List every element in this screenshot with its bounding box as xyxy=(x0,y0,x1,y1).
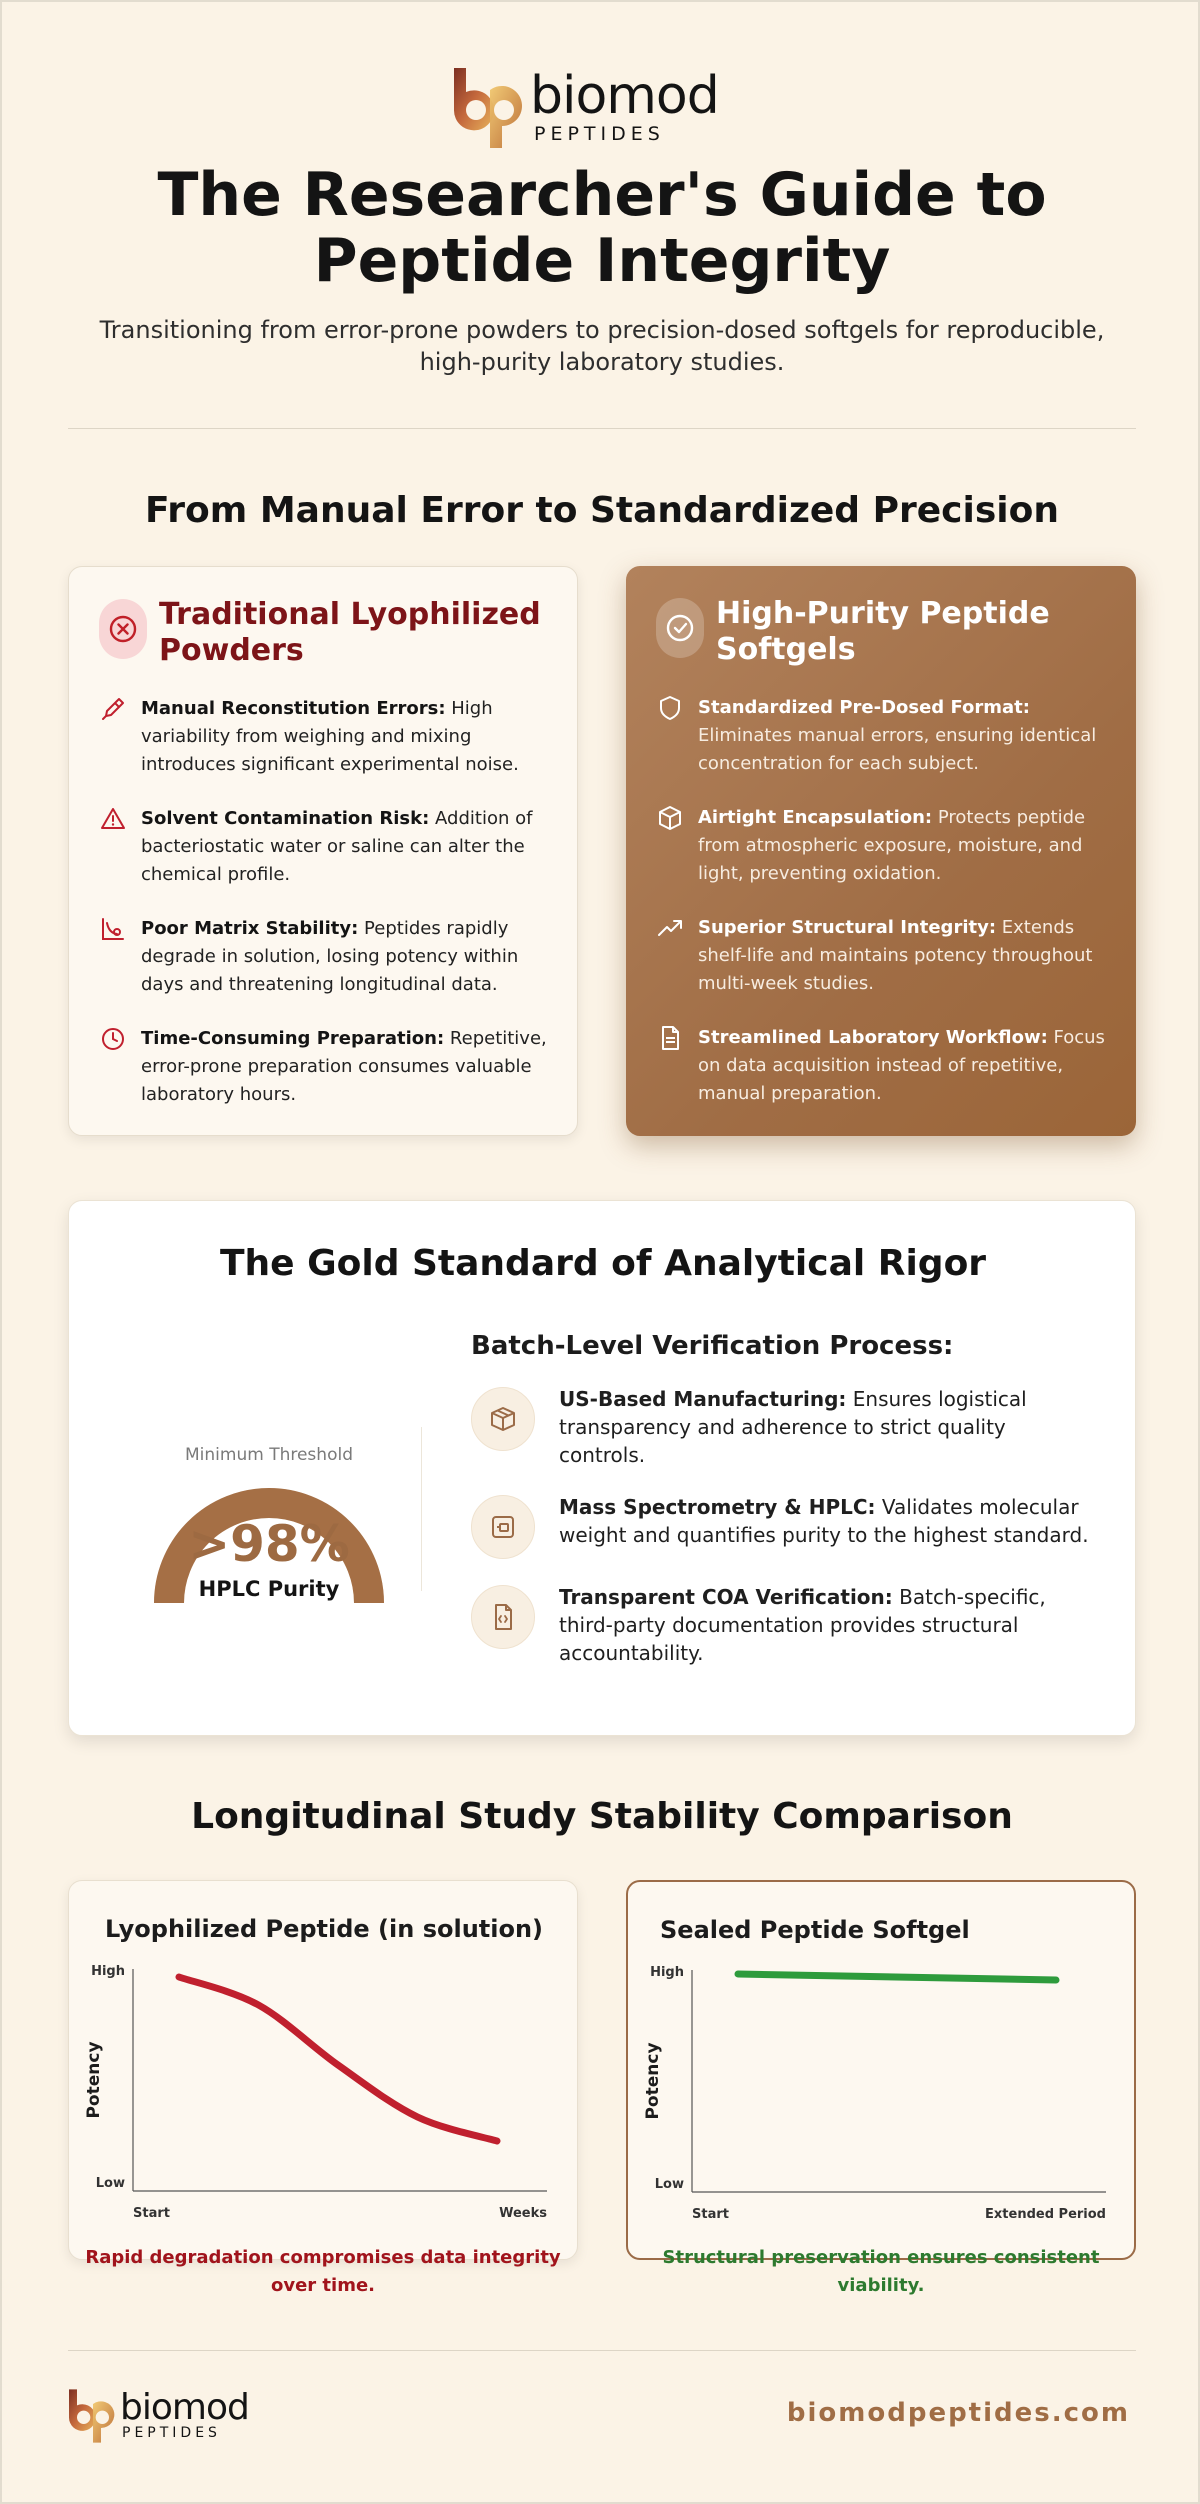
item-text: Addition of bacteriostatic water or saline can alter the chemical profile. xyxy=(141,808,533,885)
softgel-chart-caption: Structural preservation ensures consistent viability. xyxy=(662,2247,1100,2296)
package-icon xyxy=(471,1387,535,1451)
list-item xyxy=(656,804,1106,888)
traditional-list xyxy=(99,695,549,1135)
pipette-icon xyxy=(99,695,127,723)
list-item xyxy=(656,694,1106,778)
clock-icon xyxy=(99,1025,127,1053)
x-tick-label: Start xyxy=(692,2207,729,2222)
item-label: Airtight Encapsulation: xyxy=(698,807,933,828)
chart-title: Lyophilized Peptide (in solution) xyxy=(104,1915,544,1943)
softgel-chart xyxy=(628,1882,1138,2262)
item-text: Repetitive, error-prone preparation consumes valuable laboratory hours. xyxy=(141,1028,547,1105)
brand-logo[interactable] xyxy=(450,66,719,150)
brand-word: biomod xyxy=(530,66,719,126)
list-item xyxy=(99,805,549,889)
gauge-value: >98% xyxy=(188,1515,350,1573)
softgel-card xyxy=(626,566,1136,1136)
item-label: Poor Matrix Stability: xyxy=(141,918,359,939)
verification-list xyxy=(471,1385,1091,1691)
series-line xyxy=(179,1977,497,2141)
brand-sub: PEPTIDES xyxy=(534,123,665,145)
document-icon xyxy=(656,1024,684,1052)
item-text: Eliminates manual errors, ensuring identical concentration for each subject. xyxy=(698,725,1097,774)
series-line xyxy=(738,1974,1056,1980)
item-label: Superior Structural Integrity: xyxy=(698,917,997,938)
item-text: Peptides rapidly degrade in solution, losing potency within days and threatening longitudinal data. xyxy=(141,918,519,995)
item-label: Manual Reconstitution Errors: xyxy=(141,698,446,719)
bp-logo-mark-icon xyxy=(450,66,530,150)
item-text: Protects peptide from atmospheric exposure, moisture, and light, preventing oxidation. xyxy=(698,807,1086,884)
item-text: Ensures logistical transparency and adherence to strict quality controls. xyxy=(559,1387,1027,1467)
x-tick-label: Weeks xyxy=(499,2206,547,2221)
item-text: High variability from weighing and mixing introduces significant experimental noise. xyxy=(141,698,519,775)
gold-standard-card xyxy=(68,1200,1136,1736)
comparison-section-title: From Manual Error to Standardized Precision xyxy=(145,490,1059,531)
x-circle-icon xyxy=(99,599,147,659)
y-tick-label: Low xyxy=(95,2176,125,2191)
gold-standard-title: The Gold Standard of Analytical Rigor xyxy=(219,1243,987,1284)
y-axis-label: Potency xyxy=(84,2041,104,2119)
lyophilized-chart-caption: Rapid degradation compromises data integrity over time. xyxy=(85,2247,561,2296)
lyophilized-chart xyxy=(69,1881,579,2261)
list-item xyxy=(656,1024,1106,1108)
page-title-line-1: The Researcher's Guide to xyxy=(157,160,1047,230)
list-item xyxy=(471,1385,1091,1469)
y-axis-label: Potency xyxy=(643,2042,663,2120)
header-divider xyxy=(68,428,1136,429)
stability-section-title: Longitudinal Study Stability Comparison xyxy=(191,1796,1013,1837)
list-item xyxy=(471,1583,1091,1667)
list-item xyxy=(99,695,549,779)
item-text: Validates molecular weight and quantifies purity to the highest standard. xyxy=(559,1495,1089,1547)
y-tick-label: High xyxy=(650,1965,684,1980)
chart-title: Sealed Peptide Softgel xyxy=(660,1916,970,1944)
item-text: Batch-specific, third-party documentation provides structural accountability. xyxy=(559,1585,1046,1665)
list-item xyxy=(471,1493,1091,1559)
item-label: Transparent COA Verification: xyxy=(559,1585,893,1609)
traditional-card xyxy=(68,566,578,1136)
list-item xyxy=(99,1025,549,1109)
item-text: Extends shelf-life and maintains potency throughout multi-week studies. xyxy=(698,917,1093,994)
trend-up-icon xyxy=(656,914,684,942)
gold-divider xyxy=(421,1427,422,1591)
item-label: Mass Spectrometry & HPLC: xyxy=(559,1495,876,1519)
softgel-chart-card xyxy=(626,1880,1136,2260)
item-label: Solvent Contamination Risk: xyxy=(141,808,430,829)
page-title-line-2: Peptide Integrity xyxy=(313,226,891,296)
item-label: Streamlined Laboratory Workflow: xyxy=(698,1027,1048,1048)
page-subtitle: Transitioning from error-prone powders to precision-dosed softgels for reproducible, high-purity laboratory studies. xyxy=(99,316,1105,376)
footer-logo[interactable] xyxy=(66,2388,249,2444)
verification-title: Batch-Level Verification Process: xyxy=(471,1331,954,1361)
check-circle-icon xyxy=(656,598,704,658)
item-label: Time-Consuming Preparation: xyxy=(141,1028,445,1049)
item-label: US-Based Manufacturing: xyxy=(559,1387,847,1411)
brand-word: biomod xyxy=(120,2387,249,2428)
code-file-icon xyxy=(471,1585,535,1649)
x-tick-label: Extended Period xyxy=(985,2207,1106,2222)
footer-url-link[interactable]: biomodpeptides.com xyxy=(786,2398,1130,2428)
footer-divider xyxy=(68,2350,1136,2351)
x-tick-label: Start xyxy=(133,2206,170,2221)
softgel-card-title: High-Purity Peptide Softgels xyxy=(716,596,1050,667)
cube-icon xyxy=(656,804,684,832)
list-item xyxy=(656,914,1106,998)
lyophilized-chart-card xyxy=(68,1880,578,2260)
warning-icon xyxy=(99,805,127,833)
item-label: Standardized Pre-Dosed Format: xyxy=(698,697,1030,718)
traditional-card-title: Traditional Lyophilized Powders xyxy=(159,597,541,668)
item-text: Focus on data acquisition instead of repetitive, manual preparation. xyxy=(698,1027,1105,1104)
y-tick-label: Low xyxy=(654,2177,684,2192)
shield-icon xyxy=(656,694,684,722)
purity-gauge xyxy=(129,1431,409,1631)
degradation-chart-icon xyxy=(99,915,127,943)
spectrometer-icon xyxy=(471,1495,535,1559)
softgel-list xyxy=(656,694,1106,1134)
brand-sub: PEPTIDES xyxy=(122,2425,221,2441)
list-item xyxy=(99,915,549,999)
y-tick-label: High xyxy=(91,1964,125,1979)
page-title xyxy=(2,162,1200,294)
bp-logo-mark-icon xyxy=(66,2388,120,2444)
gauge-label: HPLC Purity xyxy=(198,1577,340,1601)
gauge-threshold-label: Minimum Threshold xyxy=(185,1445,353,1465)
